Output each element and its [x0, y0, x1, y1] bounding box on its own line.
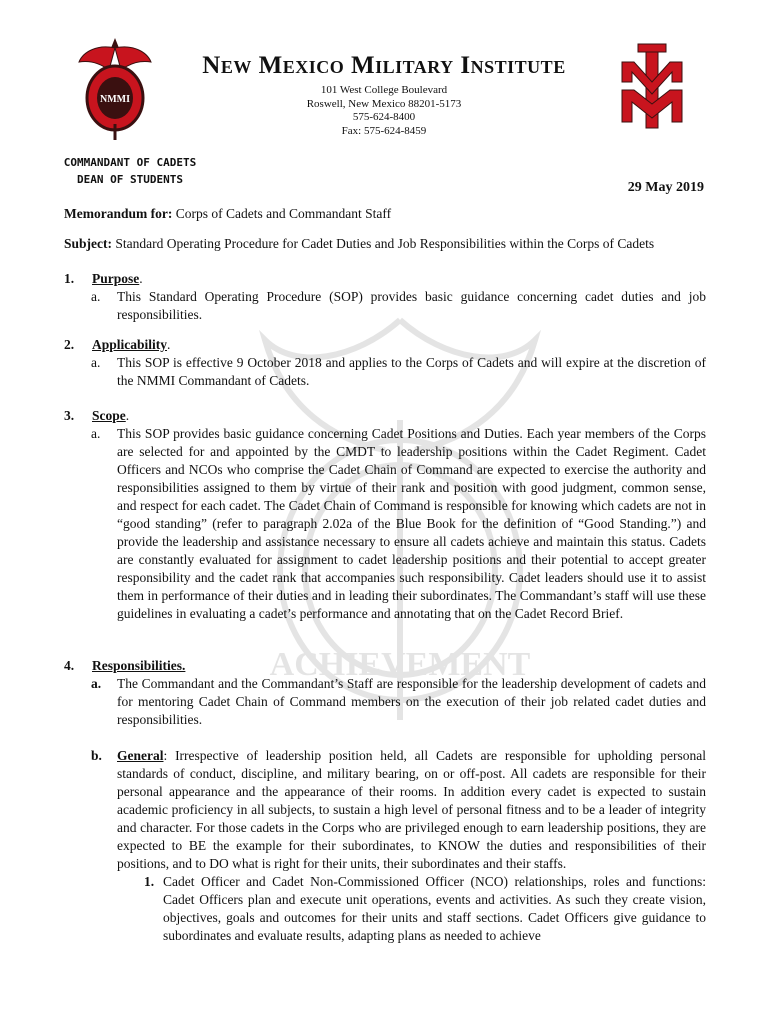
paragraph: a. This SOP is effective 9 October 2018 and applies to the Corps of Cadets and will expire at the discretion of the NMMI Commandant of Cadets. [91, 355, 706, 388]
office-block [50, 154, 210, 188]
memorandum-for [64, 206, 391, 222]
memo-label: Memorandum for: [64, 206, 173, 221]
section-applicability [64, 336, 706, 390]
section-scope [64, 407, 706, 623]
address-line: Roswell, New Mexico 88201-5173 [306, 97, 462, 110]
office-line-commandant: COMMANDANT OF CADETS [63, 156, 197, 169]
subject-line [64, 236, 724, 252]
section-heading: 1. Purpose. [64, 271, 143, 286]
subject-label: Subject: [64, 236, 112, 251]
memo-value: Corps of Cadets and Commandant Staff [172, 206, 392, 221]
paragraph: b. General: Irrespective of leadership position held, all Cadets are responsible for upholding personal standards of conduct, discipline, and military bearing, on or off-post. All cadets are responsible for their personal appearance and the appearance of their rooms. In addition every cadet is expected to sustain academic proficiency in all subjects, to sustain a high level of personal fitness and to be a leader of integrity and character. For those cadets in the Corps who are privileged enough to earn leadership positions, they are expected to BE the example for their subordinates, to KNOW the duties and responsibilities of their positions, and to DO what is right for their units, their subordinates and their staffs. [91, 748, 706, 871]
section-heading: 2. Applicability. [64, 337, 171, 352]
watermark-text: ACHIEVEMENT [269, 646, 531, 683]
subject-value: Standard Operating Procedure for Cadet Duties and Job Responsibilities within the Corps of Cadets [112, 236, 655, 251]
office-line-dean: DEAN OF STUDENTS [77, 173, 183, 186]
section-purpose [64, 270, 706, 324]
address-line: 101 West College Boulevard [320, 84, 448, 96]
memo-date: 29 May 2019 [627, 180, 704, 195]
section-responsibilities [64, 657, 706, 945]
nmmi-monogram-icon [618, 42, 686, 130]
fax-line: Fax: 575-624-8459 [341, 124, 427, 137]
section-heading: 4. Responsibilities. [64, 658, 186, 673]
paragraph: a. This Standard Operating Procedure (SOP) provides basic guidance concerning cadet duties and job responsibilities. [91, 289, 706, 322]
crest-left-text: NMMI [100, 94, 130, 105]
paragraph: 1. Cadet Officer and Cadet Non-Commissioned Officer (NCO) relationships, roles and functions: Cadet Officers plan and execute unit operations, events and activities. As such they create vision, objectives, goals and outcomes for their units and staff sections. Cadet Officers give guidance to subordinates and evaluate results, adapting plans as needed to achieve [144, 874, 706, 943]
paragraph: a. This SOP provides basic guidance concerning Cadet Positions and Duties. Each year members of the Corps are selected for and appointed by the CMDT to leadership positions within the Cadet Regiment. Cadet Officers and NCOs who comprise the Cadet Chain of Command are expected to exercise the authority and responsibilities assigned to them by virtue of their rank and position with good judgment, common sense, and respect for each cadet. The Cadet Chain of Command is responsible for knowing which cadets are not in “good standing” (refer to paragraph 2.02a of the Blue Book for the definition of “Good Standing.”) and provide the leadership and assistance necessary to ensure all cadets achieve and maintain this status. Cadets are constantly evaluated for assignment to cadet leadership positions and their potential to accept greater responsibility and the cadet rank that accompanies such responsibility. Cadet leaders should use it to assist them in performance of their duties and in leading their subordinates. The Commandant’s staff will use these guidelines in evaluating a cadet’s performance and annotating that on the Cadet Record Brief. [91, 426, 706, 621]
section-heading: 3. Scope. [64, 408, 130, 423]
phone-line: 575-624-8400 [352, 111, 416, 123]
paragraph: a. The Commandant and the Commandant’s Staff are responsible for the leadership development of cadets and for mentoring Cadet Chain of Command members on the execution of their job related cadet duties and responsibilities. [91, 676, 706, 727]
institute-title: New Mexico Military Institute [202, 52, 566, 79]
